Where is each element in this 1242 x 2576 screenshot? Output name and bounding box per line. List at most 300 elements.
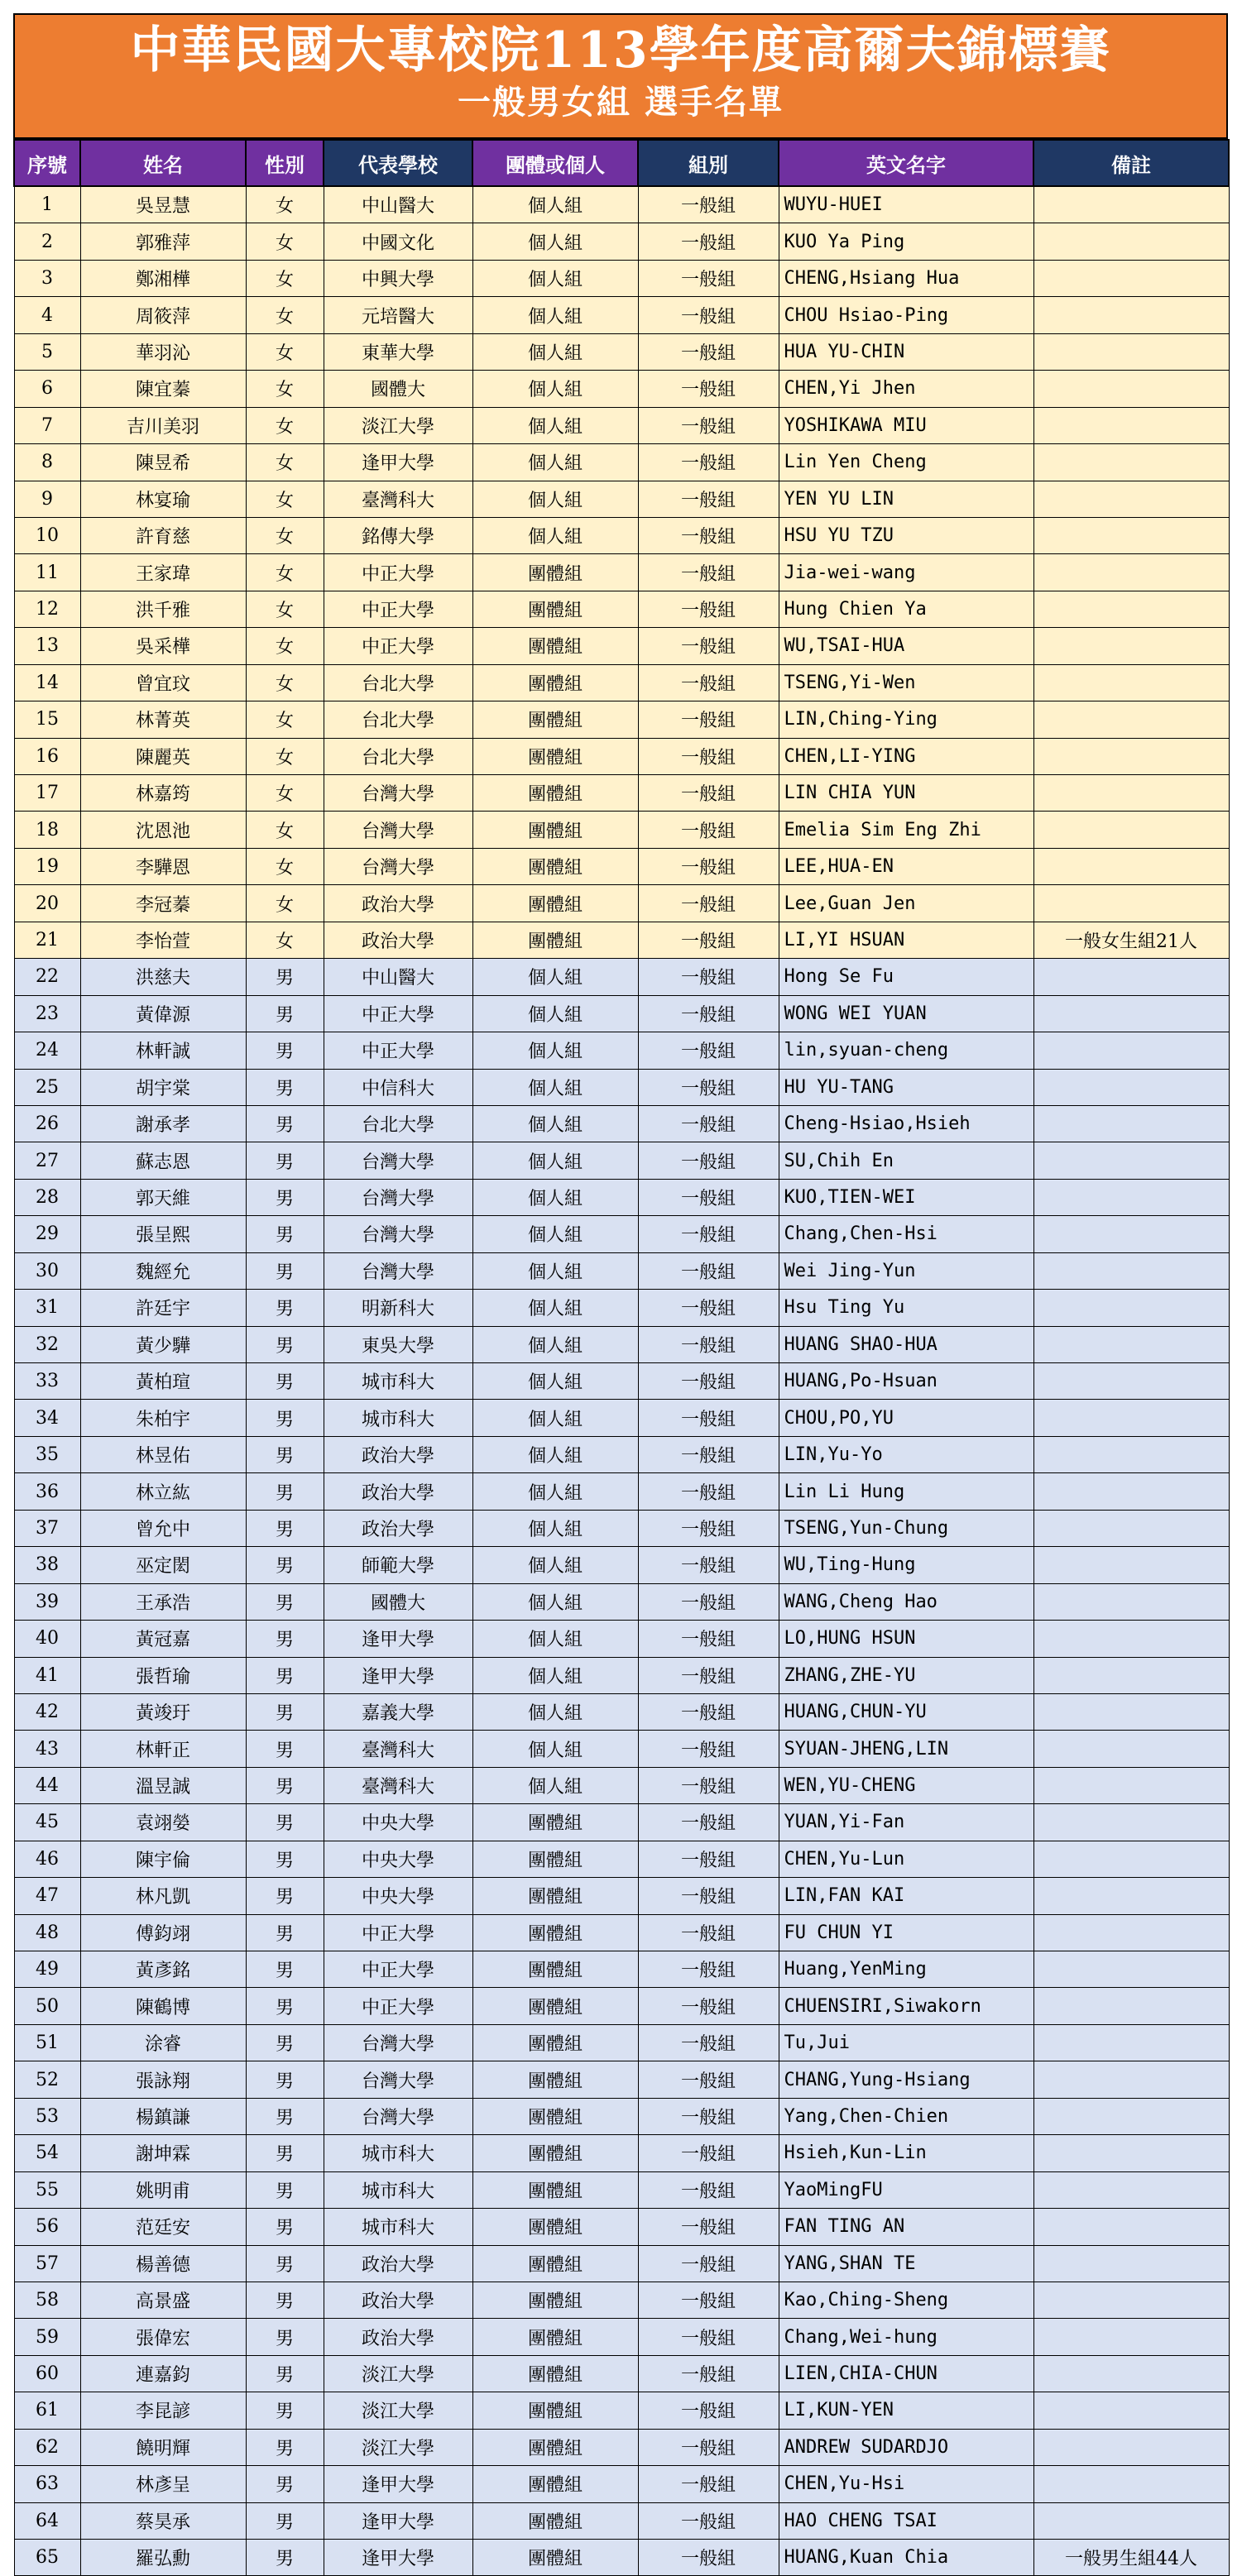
cell-number: 30	[14, 1252, 80, 1289]
cell-number: 63	[14, 2466, 80, 2502]
cell-name: 曾宜玟	[80, 664, 246, 701]
table-row	[14, 333, 1229, 370]
cell-school: 逢甲大學	[324, 1657, 472, 1693]
cell-name: 羅弘勳	[80, 2540, 246, 2576]
cell-gender: 女	[246, 186, 324, 223]
cell-division: 一般組	[638, 2540, 779, 2576]
cell-english-name: LIN,FAN KAI	[779, 1878, 1033, 1914]
cell-english-name: YaoMingFU	[779, 2171, 1033, 2208]
table-row	[14, 1767, 1229, 1803]
cell-remarks	[1033, 1400, 1229, 1436]
cell-gender: 男	[246, 1363, 324, 1400]
cell-english-name: TSENG,Yun-Chung	[779, 1510, 1033, 1546]
cell-school: 逢甲大學	[324, 2540, 472, 2576]
cell-remarks	[1033, 1767, 1229, 1803]
cell-number: 10	[14, 517, 80, 553]
cell-division: 一般組	[638, 1142, 779, 1179]
cell-remarks	[1033, 775, 1229, 812]
cell-gender: 女	[246, 885, 324, 922]
cell-name: 袁翊嫈	[80, 1804, 246, 1841]
cell-english-name: WU,Ting-Hung	[779, 1547, 1033, 1583]
cell-number: 3	[14, 260, 80, 296]
table-row	[14, 1547, 1229, 1583]
player-table	[13, 139, 1230, 2576]
cell-name: 吳昱慧	[80, 186, 246, 223]
cell-type: 團體組	[472, 1951, 638, 1988]
cell-school: 政治大學	[324, 885, 472, 922]
cell-remarks: 一般女生組21人	[1033, 922, 1229, 958]
cell-school: 中央大學	[324, 1878, 472, 1914]
cell-type: 團體組	[472, 775, 638, 812]
cell-name: 楊善德	[80, 2245, 246, 2282]
table-row	[14, 2098, 1229, 2134]
cell-school: 國體大	[324, 371, 472, 407]
cell-english-name: TSENG,Yi-Wen	[779, 664, 1033, 701]
cell-school: 中信科大	[324, 1069, 472, 1105]
cell-number: 39	[14, 1583, 80, 1620]
cell-type: 個人組	[472, 1657, 638, 1693]
cell-gender: 男	[246, 1951, 324, 1988]
cell-remarks	[1033, 2061, 1229, 2098]
cell-remarks	[1033, 1105, 1229, 1142]
cell-school: 城市科大	[324, 1400, 472, 1436]
cell-school: 東華大學	[324, 333, 472, 370]
cell-gender: 男	[246, 2392, 324, 2429]
cell-remarks	[1033, 517, 1229, 553]
cell-school: 中正大學	[324, 1951, 472, 1988]
cell-english-name: lin,syuan-cheng	[779, 1032, 1033, 1069]
cell-name: 洪慈夫	[80, 959, 246, 995]
cell-number: 61	[14, 2392, 80, 2429]
cell-gender: 男	[246, 1621, 324, 1657]
table-row	[14, 1621, 1229, 1657]
cell-type: 團體組	[472, 2392, 638, 2429]
table-row	[14, 1841, 1229, 1877]
cell-type: 個人組	[472, 407, 638, 443]
cell-gender: 女	[246, 701, 324, 738]
cell-remarks	[1033, 1951, 1229, 1988]
cell-english-name: LO,HUNG HSUN	[779, 1621, 1033, 1657]
cell-number: 2	[14, 223, 80, 260]
cell-division: 一般組	[638, 2355, 779, 2392]
cell-division: 一般組	[638, 2098, 779, 2134]
cell-name: 涂睿	[80, 2024, 246, 2061]
cell-gender: 男	[246, 959, 324, 995]
cell-gender: 男	[246, 1105, 324, 1142]
cell-division: 一般組	[638, 1878, 779, 1914]
cell-remarks	[1033, 371, 1229, 407]
cell-name: 許育慈	[80, 517, 246, 553]
cell-name: 黃竣玗	[80, 1693, 246, 1730]
cell-school: 政治大學	[324, 1436, 472, 1472]
cell-english-name: CHOU Hsiao-Ping	[779, 297, 1033, 333]
cell-school: 政治大學	[324, 2245, 472, 2282]
cell-gender: 女	[246, 444, 324, 481]
cell-school: 中正大學	[324, 554, 472, 591]
cell-english-name: Jia-wei-wang	[779, 554, 1033, 591]
cell-type: 個人組	[472, 1583, 638, 1620]
table-row	[14, 628, 1229, 664]
cell-gender: 男	[246, 2502, 324, 2539]
cell-school: 元培醫大	[324, 297, 472, 333]
cell-name: 林宴瑜	[80, 481, 246, 517]
cell-english-name: Yang,Chen-Chien	[779, 2098, 1033, 2134]
cell-school: 政治大學	[324, 922, 472, 958]
page-subtitle: 一般男女組 選手名單	[458, 83, 784, 122]
cell-number: 12	[14, 591, 80, 627]
cell-type: 個人組	[472, 444, 638, 481]
cell-english-name: WUYU-HUEI	[779, 186, 1033, 223]
cell-type: 個人組	[472, 1510, 638, 1546]
cell-english-name: Huang,YenMing	[779, 1951, 1033, 1988]
cell-name: 林菁英	[80, 701, 246, 738]
table-row	[14, 554, 1229, 591]
cell-number: 34	[14, 1400, 80, 1436]
cell-school: 淡江大學	[324, 2355, 472, 2392]
cell-name: 胡宇棠	[80, 1069, 246, 1105]
cell-english-name: Kao,Ching-Sheng	[779, 2282, 1033, 2318]
cell-type: 個人組	[472, 1363, 638, 1400]
cell-gender: 男	[246, 2245, 324, 2282]
cell-name: 王家瑋	[80, 554, 246, 591]
cell-name: 黃冠嘉	[80, 1621, 246, 1657]
cell-number: 22	[14, 959, 80, 995]
table-row	[14, 2392, 1229, 2429]
col-header-name: 姓名	[80, 140, 246, 186]
cell-gender: 男	[246, 1436, 324, 1472]
cell-number: 45	[14, 1804, 80, 1841]
cell-remarks	[1033, 2392, 1229, 2429]
cell-division: 一般組	[638, 371, 779, 407]
cell-gender: 男	[246, 1547, 324, 1583]
cell-division: 一般組	[638, 444, 779, 481]
cell-type: 個人組	[472, 1069, 638, 1105]
cell-school: 中正大學	[324, 1914, 472, 1951]
cell-remarks	[1033, 1914, 1229, 1951]
cell-english-name: CHENG,Hsiang Hua	[779, 260, 1033, 296]
cell-remarks	[1033, 1878, 1229, 1914]
cell-school: 城市科大	[324, 1363, 472, 1400]
table-row	[14, 2171, 1229, 2208]
cell-name: 姚明甫	[80, 2171, 246, 2208]
cell-type: 團體組	[472, 1988, 638, 2024]
cell-type: 個人組	[472, 1290, 638, 1326]
table-row	[14, 186, 1229, 223]
cell-division: 一般組	[638, 959, 779, 995]
cell-remarks	[1033, 591, 1229, 627]
cell-school: 台北大學	[324, 1105, 472, 1142]
cell-english-name: Emelia Sim Eng Zhi	[779, 812, 1033, 848]
cell-school: 政治大學	[324, 2319, 472, 2355]
cell-division: 一般組	[638, 186, 779, 223]
table-row	[14, 1583, 1229, 1620]
cell-english-name: HUANG,Po-Hsuan	[779, 1363, 1033, 1400]
cell-type: 團體組	[472, 2319, 638, 2355]
table-row	[14, 481, 1229, 517]
cell-name: 李冠蓁	[80, 885, 246, 922]
cell-gender: 男	[246, 2098, 324, 2134]
cell-division: 一般組	[638, 2245, 779, 2282]
cell-remarks	[1033, 1621, 1229, 1657]
cell-division: 一般組	[638, 1252, 779, 1289]
cell-english-name: CHUENSIRI,Siwakorn	[779, 1988, 1033, 2024]
cell-english-name: LIN,Yu-Yo	[779, 1436, 1033, 1472]
cell-number: 23	[14, 995, 80, 1032]
cell-type: 團體組	[472, 2061, 638, 2098]
cell-school: 中正大學	[324, 1032, 472, 1069]
table-row	[14, 260, 1229, 296]
cell-division: 一般組	[638, 1290, 779, 1326]
cell-english-name: LIEN,CHIA-CHUN	[779, 2355, 1033, 2392]
cell-remarks	[1033, 2098, 1229, 2134]
cell-type: 團體組	[472, 2540, 638, 2576]
cell-division: 一般組	[638, 1951, 779, 1988]
cell-gender: 男	[246, 1179, 324, 1215]
cell-gender: 男	[246, 1326, 324, 1362]
cell-english-name: HSU YU TZU	[779, 517, 1033, 553]
col-header-english-name: 英文名字	[779, 140, 1033, 186]
cell-school: 中央大學	[324, 1841, 472, 1877]
cell-division: 一般組	[638, 2392, 779, 2429]
cell-remarks	[1033, 885, 1229, 922]
cell-remarks	[1033, 2319, 1229, 2355]
cell-number: 60	[14, 2355, 80, 2392]
cell-school: 台北大學	[324, 664, 472, 701]
cell-number: 20	[14, 885, 80, 922]
cell-name: 林嘉筠	[80, 775, 246, 812]
cell-type: 個人組	[472, 260, 638, 296]
cell-school: 台灣大學	[324, 848, 472, 884]
cell-gender: 男	[246, 2319, 324, 2355]
cell-gender: 男	[246, 995, 324, 1032]
cell-type: 個人組	[472, 1105, 638, 1142]
cell-division: 一般組	[638, 591, 779, 627]
table-row	[14, 1731, 1229, 1767]
cell-division: 一般組	[638, 738, 779, 774]
cell-division: 一般組	[638, 2282, 779, 2318]
cell-school: 師範大學	[324, 1547, 472, 1583]
cell-gender: 男	[246, 1731, 324, 1767]
cell-type: 個人組	[472, 1252, 638, 1289]
cell-remarks	[1033, 333, 1229, 370]
table-row	[14, 2319, 1229, 2355]
cell-remarks	[1033, 2502, 1229, 2539]
cell-remarks	[1033, 1436, 1229, 1472]
cell-number: 9	[14, 481, 80, 517]
cell-number: 15	[14, 701, 80, 738]
cell-type: 團體組	[472, 2502, 638, 2539]
cell-name: 王承浩	[80, 1583, 246, 1620]
cell-number: 46	[14, 1841, 80, 1877]
cell-type: 個人組	[472, 186, 638, 223]
cell-type: 團體組	[472, 2466, 638, 2502]
cell-remarks	[1033, 2282, 1229, 2318]
cell-number: 33	[14, 1363, 80, 1400]
cell-english-name: YUAN,Yi-Fan	[779, 1804, 1033, 1841]
cell-name: 郭天維	[80, 1179, 246, 1215]
cell-number: 31	[14, 1290, 80, 1326]
cell-number: 41	[14, 1657, 80, 1693]
cell-english-name: FAN TING AN	[779, 2209, 1033, 2245]
col-header-remarks: 備註	[1033, 140, 1229, 186]
cell-school: 中國文化	[324, 223, 472, 260]
cell-english-name: HUANG SHAO-HUA	[779, 1326, 1033, 1362]
cell-division: 一般組	[638, 1693, 779, 1730]
cell-division: 一般組	[638, 1657, 779, 1693]
cell-type: 團體組	[472, 885, 638, 922]
cell-school: 台灣大學	[324, 1179, 472, 1215]
cell-division: 一般組	[638, 922, 779, 958]
cell-division: 一般組	[638, 2502, 779, 2539]
cell-remarks	[1033, 1473, 1229, 1510]
table-row	[14, 1400, 1229, 1436]
cell-division: 一般組	[638, 1583, 779, 1620]
cell-gender: 男	[246, 1583, 324, 1620]
cell-number: 53	[14, 2098, 80, 2134]
cell-remarks	[1033, 701, 1229, 738]
table-row	[14, 517, 1229, 553]
cell-number: 35	[14, 1436, 80, 1472]
cell-gender: 男	[246, 2171, 324, 2208]
col-header-division: 組別	[638, 140, 779, 186]
cell-name: 李怡萱	[80, 922, 246, 958]
cell-school: 台北大學	[324, 701, 472, 738]
cell-remarks	[1033, 2429, 1229, 2465]
cell-type: 個人組	[472, 995, 638, 1032]
cell-school: 台灣大學	[324, 2098, 472, 2134]
cell-division: 一般組	[638, 1767, 779, 1803]
cell-name: 張呈熙	[80, 1216, 246, 1252]
cell-name: 林軒正	[80, 1731, 246, 1767]
cell-division: 一般組	[638, 701, 779, 738]
cell-type: 個人組	[472, 333, 638, 370]
cell-division: 一般組	[638, 848, 779, 884]
cell-number: 13	[14, 628, 80, 664]
cell-division: 一般組	[638, 2466, 779, 2502]
cell-number: 7	[14, 407, 80, 443]
cell-division: 一般組	[638, 517, 779, 553]
cell-gender: 女	[246, 738, 324, 774]
cell-type: 團體組	[472, 1804, 638, 1841]
cell-remarks	[1033, 554, 1229, 591]
cell-english-name: LI,YI HSUAN	[779, 922, 1033, 958]
header-row	[14, 140, 1229, 186]
cell-english-name: CHEN,Yu-Hsi	[779, 2466, 1033, 2502]
table-body	[14, 186, 1229, 2576]
cell-type: 個人組	[472, 223, 638, 260]
cell-type: 個人組	[472, 1142, 638, 1179]
cell-name: 周筱萍	[80, 297, 246, 333]
cell-english-name: FU CHUN YI	[779, 1914, 1033, 1951]
cell-type: 個人組	[472, 1032, 638, 1069]
cell-remarks	[1033, 1363, 1229, 1400]
cell-division: 一般組	[638, 2209, 779, 2245]
table-row	[14, 2245, 1229, 2282]
cell-english-name: Lee,Guan Jen	[779, 885, 1033, 922]
cell-remarks	[1033, 738, 1229, 774]
cell-gender: 女	[246, 628, 324, 664]
cell-gender: 女	[246, 664, 324, 701]
cell-school: 中正大學	[324, 628, 472, 664]
cell-remarks	[1033, 1547, 1229, 1583]
cell-remarks	[1033, 812, 1229, 848]
cell-number: 27	[14, 1142, 80, 1179]
cell-division: 一般組	[638, 1621, 779, 1657]
cell-name: 陳宇倫	[80, 1841, 246, 1877]
cell-name: 張詠翔	[80, 2061, 246, 2098]
cell-remarks	[1033, 959, 1229, 995]
cell-number: 29	[14, 1216, 80, 1252]
cell-division: 一般組	[638, 1032, 779, 1069]
cell-remarks	[1033, 1731, 1229, 1767]
col-header-number: 序號	[14, 140, 80, 186]
cell-number: 54	[14, 2135, 80, 2171]
cell-name: 朱柏宇	[80, 1400, 246, 1436]
cell-gender: 男	[246, 1878, 324, 1914]
cell-type: 團體組	[472, 664, 638, 701]
cell-remarks	[1033, 2245, 1229, 2282]
table-row	[14, 591, 1229, 627]
cell-remarks	[1033, 2209, 1229, 2245]
cell-remarks	[1033, 1657, 1229, 1693]
table-row	[14, 1216, 1229, 1252]
cell-division: 一般組	[638, 1363, 779, 1400]
cell-number: 4	[14, 297, 80, 333]
cell-type: 團體組	[472, 554, 638, 591]
cell-division: 一般組	[638, 1988, 779, 2024]
cell-division: 一般組	[638, 2171, 779, 2208]
cell-english-name: Wei Jing-Yun	[779, 1252, 1033, 1289]
cell-school: 中央大學	[324, 1804, 472, 1841]
cell-school: 中山醫大	[324, 186, 472, 223]
table-row	[14, 1988, 1229, 2024]
cell-division: 一般組	[638, 775, 779, 812]
cell-type: 團體組	[472, 2171, 638, 2208]
cell-name: 沈恩池	[80, 812, 246, 848]
cell-name: 許廷宇	[80, 1290, 246, 1326]
cell-number: 37	[14, 1510, 80, 1546]
cell-english-name: Hong Se Fu	[779, 959, 1033, 995]
cell-type: 個人組	[472, 1767, 638, 1803]
cell-gender: 女	[246, 591, 324, 627]
roster-sheet	[13, 13, 1228, 2576]
cell-remarks	[1033, 1693, 1229, 1730]
cell-division: 一般組	[638, 1105, 779, 1142]
cell-english-name: Hsu Ting Yu	[779, 1290, 1033, 1326]
cell-name: 鄭湘樺	[80, 260, 246, 296]
cell-number: 26	[14, 1105, 80, 1142]
cell-type: 團體組	[472, 2429, 638, 2465]
cell-number: 51	[14, 2024, 80, 2061]
cell-gender: 女	[246, 922, 324, 958]
cell-english-name: YOSHIKAWA MIU	[779, 407, 1033, 443]
table-row	[14, 775, 1229, 812]
cell-name: 陳昱希	[80, 444, 246, 481]
cell-school: 臺灣科大	[324, 1767, 472, 1803]
cell-name: 李昆諺	[80, 2392, 246, 2429]
cell-name: 華羽沁	[80, 333, 246, 370]
cell-english-name: YEN YU LIN	[779, 481, 1033, 517]
cell-gender: 男	[246, 1657, 324, 1693]
cell-english-name: Hsieh,Kun-Lin	[779, 2135, 1033, 2171]
cell-gender: 女	[246, 371, 324, 407]
cell-english-name: Lin Li Hung	[779, 1473, 1033, 1510]
cell-gender: 男	[246, 2466, 324, 2502]
table-row	[14, 1142, 1229, 1179]
cell-remarks	[1033, 1032, 1229, 1069]
cell-type: 個人組	[472, 1326, 638, 1362]
cell-name: 吳采樺	[80, 628, 246, 664]
